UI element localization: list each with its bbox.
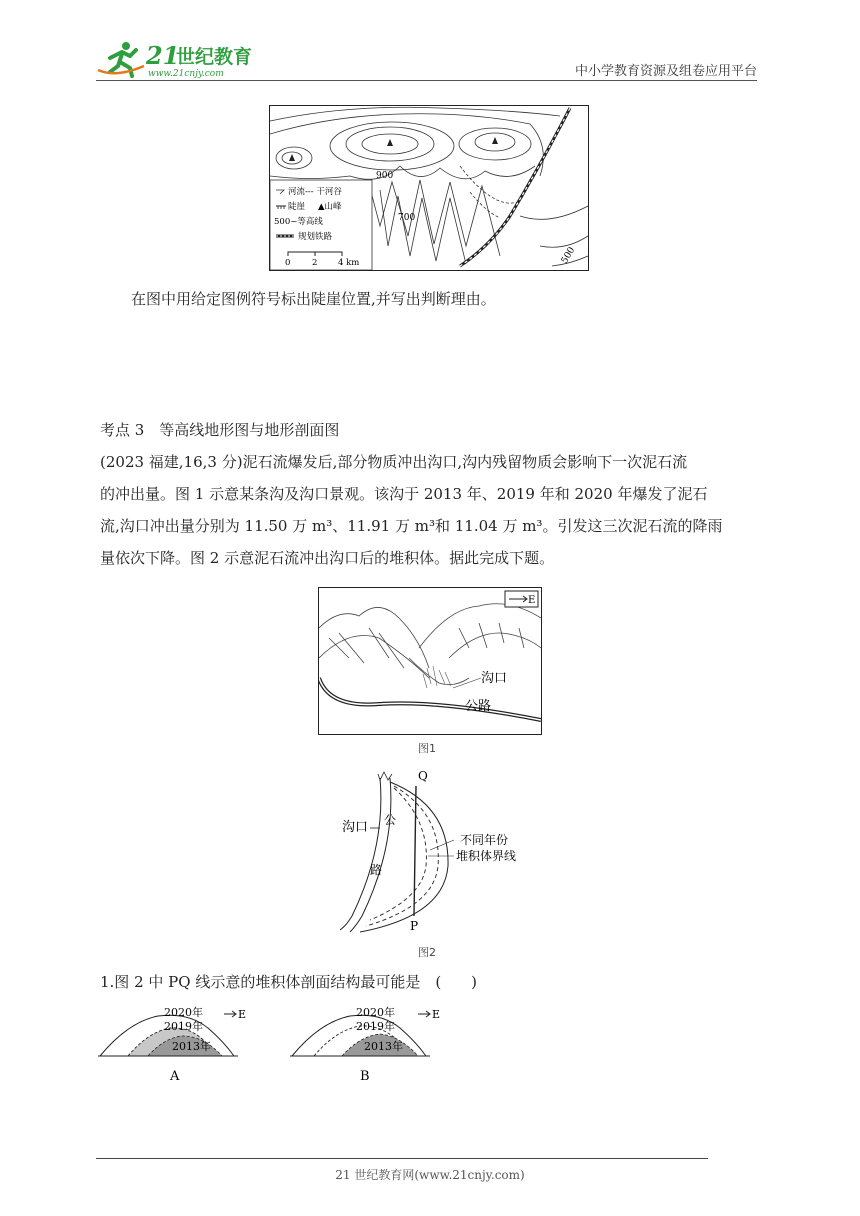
- label-gully-mouth: 沟口: [481, 671, 508, 686]
- year-label: 2019年: [356, 1020, 395, 1033]
- contour-label-500: 500: [559, 245, 578, 266]
- year-label: 2020年: [164, 1006, 203, 1019]
- question-instruction: 在图中用给定图例符号标出陡崖位置,并写出判断理由。: [131, 290, 496, 308]
- option-label: A: [170, 1069, 180, 1084]
- passage-line: 的冲出量。图 1 示意某条沟及沟口景观。该沟于 2013 年、2019 年和 2020 年爆发了泥石: [100, 485, 708, 503]
- figure2-deposit-plan: [330, 766, 540, 942]
- year-label: 2013年: [364, 1040, 403, 1053]
- option-label: B: [360, 1069, 370, 1084]
- direction-label: E: [528, 595, 536, 606]
- boundary-label-line1: 不同年份: [460, 833, 509, 847]
- site-logo[interactable]: [96, 38, 256, 80]
- legend-cliff: 陡崖: [288, 202, 306, 212]
- option-a[interactable]: [98, 1002, 250, 1086]
- label-road-char: 公: [384, 813, 397, 827]
- footer-divider: [96, 1158, 708, 1159]
- footer-text[interactable]: 21 世纪教育网(www.21cnjy.com): [335, 1168, 525, 1182]
- figure1-gully-landscape: [318, 587, 542, 735]
- direction-label: E: [432, 1008, 441, 1021]
- year-label: 2020年: [356, 1006, 395, 1019]
- scale-4km: 4 km: [338, 258, 360, 268]
- header-divider: [96, 80, 757, 81]
- year-label: 2013年: [172, 1040, 211, 1053]
- contour-label-700: 700: [398, 213, 416, 223]
- scale-0: 0: [285, 258, 291, 268]
- figure1-caption: 图1: [418, 742, 436, 755]
- passage: [100, 446, 760, 574]
- figure2-caption: 图2: [418, 946, 436, 959]
- peak-icon: [289, 154, 295, 161]
- logo-url: www.21cnjy.com: [148, 69, 224, 79]
- logo-number: 21: [146, 41, 180, 70]
- peak-icon: [387, 139, 393, 146]
- scale-2: 2: [312, 258, 318, 268]
- question-1: 1.图 2 中 PQ 线示意的堆积体剖面结构最可能是 ( ): [100, 973, 478, 991]
- contour-label-900: 900: [376, 171, 394, 181]
- passage-line: 量依次下降。图 2 示意泥石流冲出沟口后的堆积体。据此完成下题。: [100, 549, 555, 567]
- legend-peak: ▲山峰: [318, 202, 342, 212]
- label-road: 公路: [465, 699, 492, 714]
- passage-line: (2023 福建,16,3 分)泥石流爆发后,部分物质冲出沟口,沟内残留物质会影响下一次泥石流: [100, 453, 688, 471]
- logo-text: 世纪教育: [176, 46, 253, 68]
- year-label: 2019年: [164, 1020, 203, 1033]
- section-title: 考点 3 等高线地形图与地形剖面图: [100, 421, 340, 439]
- legend-river: 河流--- 干河谷: [288, 187, 342, 197]
- direction-label: E: [238, 1008, 247, 1021]
- topographic-map: [269, 105, 589, 271]
- label-q: Q: [418, 769, 428, 783]
- peak-icon: [492, 137, 498, 144]
- runner-icon: [98, 42, 144, 76]
- boundary-label-line2: 堆积体界线: [456, 849, 517, 863]
- legend-contour: 500~等高线: [274, 217, 323, 227]
- label-gully-mouth: 沟口: [342, 820, 369, 835]
- option-b[interactable]: [290, 1002, 442, 1086]
- passage-line: 流,沟口冲出量分别为 11.50 万 m³、11.91 万 m³和 11.04 万 m³。引发这三次泥石流的降雨: [100, 517, 723, 535]
- legend-railway: 规划铁路: [298, 232, 333, 242]
- label-p: P: [410, 919, 419, 933]
- header-platform-text: 中小学教育资源及组卷应用平台: [574, 64, 757, 79]
- label-road-char: 路: [370, 863, 383, 877]
